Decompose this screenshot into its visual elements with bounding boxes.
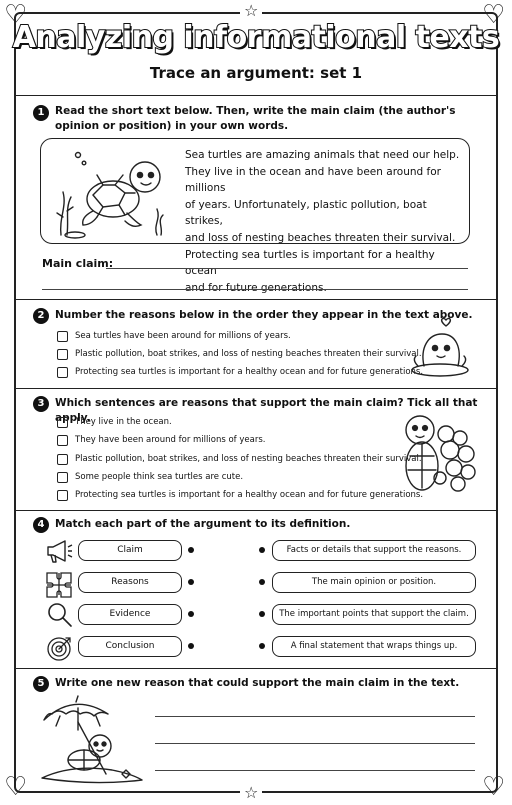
match-dot[interactable]	[188, 643, 194, 649]
heart-icon: ♡	[4, 0, 28, 30]
magnifier-icon	[46, 601, 74, 629]
match-dot[interactable]	[259, 579, 265, 585]
divider	[16, 668, 496, 669]
puzzle-icon	[44, 570, 74, 598]
q2-option: Plastic pollution, boat strikes, and loss of nesting beaches threaten their survival.	[75, 349, 422, 359]
question-number-5: 5	[33, 676, 49, 692]
answer-line[interactable]	[155, 716, 475, 717]
star-icon: ☆	[240, 785, 262, 801]
match-dot[interactable]	[259, 547, 265, 553]
q3-option: Protecting sea turtles is important for a healthy ocean and for future generations.	[75, 490, 424, 500]
match-dot[interactable]	[259, 643, 265, 649]
q3-option: They live in the ocean.	[75, 417, 172, 427]
checkbox[interactable]	[57, 490, 68, 501]
passage-text	[185, 147, 460, 296]
definition: Facts or details that support the reasons.	[272, 540, 476, 561]
checkbox[interactable]	[57, 472, 68, 483]
term-conclusion: Conclusion	[78, 636, 182, 657]
turtle-with-bubbles-icon	[400, 408, 478, 498]
definition: The main opinion or position.	[272, 572, 476, 593]
q3-option: They have been around for millions of years.	[75, 435, 266, 445]
star-icon: ☆	[240, 3, 262, 19]
q5-prompt: Write one new reason that could support the main claim in the text.	[55, 677, 460, 689]
passage-line: They live in the ocean and have been around for millions	[185, 165, 441, 195]
passage-line: and for future generations.	[185, 281, 327, 294]
passage-line: Protecting sea turtles is important for a healthy ocean	[185, 248, 435, 278]
answer-line[interactable]	[155, 743, 475, 744]
divider	[16, 95, 496, 96]
divider	[16, 388, 496, 389]
turtle-peeking-icon	[406, 314, 470, 380]
passage-line: and loss of nesting beaches threaten their survival.	[185, 231, 456, 244]
q4-prompt: Match each part of the argument to its definition.	[55, 518, 351, 530]
divider	[16, 299, 496, 300]
question-number-2: 2	[33, 308, 49, 324]
divider	[16, 510, 496, 511]
megaphone-icon	[44, 538, 74, 564]
turtle-icon	[53, 147, 171, 239]
passage-line: Sea turtles are amazing animals that need our help.	[185, 149, 460, 161]
heart-icon: ♡	[4, 772, 28, 802]
definition: A final statement that wraps things up.	[272, 636, 476, 657]
term-reasons: Reasons	[78, 572, 182, 593]
q1-prompt-line1: Read the short text below. Then, write the main claim (the author's	[55, 105, 456, 117]
question-number-3: 3	[33, 396, 49, 412]
term-evidence: Evidence	[78, 604, 182, 625]
q3-prompt: Which sentences are reasons that support the main claim? Tick all that apply.	[55, 397, 478, 424]
answer-line[interactable]	[155, 770, 475, 771]
checkbox[interactable]	[57, 435, 68, 446]
page-title: Analyzing informational texts	[12, 20, 500, 55]
match-dot[interactable]	[188, 579, 194, 585]
definition: The important points that support the claim.	[272, 604, 476, 625]
match-dot[interactable]	[259, 611, 265, 617]
q1-prompt-line2: opinion or position) in your own words.	[55, 120, 289, 132]
passage-line: of years. Unfortunately, plastic pollution, boat strikes,	[185, 198, 427, 228]
checkbox[interactable]	[57, 454, 68, 465]
heart-icon: ♡	[482, 0, 506, 30]
question-number-1: 1	[33, 105, 49, 121]
order-box[interactable]	[57, 349, 68, 360]
main-claim-label: Main claim:	[42, 257, 114, 270]
q2-option: Protecting sea turtles is important for a healthy ocean and for future generations.	[75, 367, 424, 377]
q2-prompt: Number the reasons below in the order they appear in the text above.	[55, 309, 473, 321]
q3-option: Plastic pollution, boat strikes, and loss of nesting beaches threaten their survival.	[75, 454, 422, 464]
turtle-umbrella-icon	[38, 694, 148, 784]
main-claim-answer-line[interactable]	[42, 289, 468, 290]
checkbox[interactable]	[57, 417, 68, 428]
match-dot[interactable]	[188, 611, 194, 617]
page-subtitle: Trace an argument: set 1	[149, 64, 363, 82]
main-claim-answer-line[interactable]	[106, 268, 468, 269]
order-box[interactable]	[57, 331, 68, 342]
heart-icon: ♡	[482, 772, 506, 802]
q2-option: Sea turtles have been around for millions of years.	[75, 331, 291, 341]
q3-option: Some people think sea turtles are cute.	[75, 472, 244, 482]
order-box[interactable]	[57, 367, 68, 378]
term-claim: Claim	[78, 540, 182, 561]
question-number-4: 4	[33, 517, 49, 533]
target-icon	[46, 634, 74, 662]
match-dot[interactable]	[188, 547, 194, 553]
